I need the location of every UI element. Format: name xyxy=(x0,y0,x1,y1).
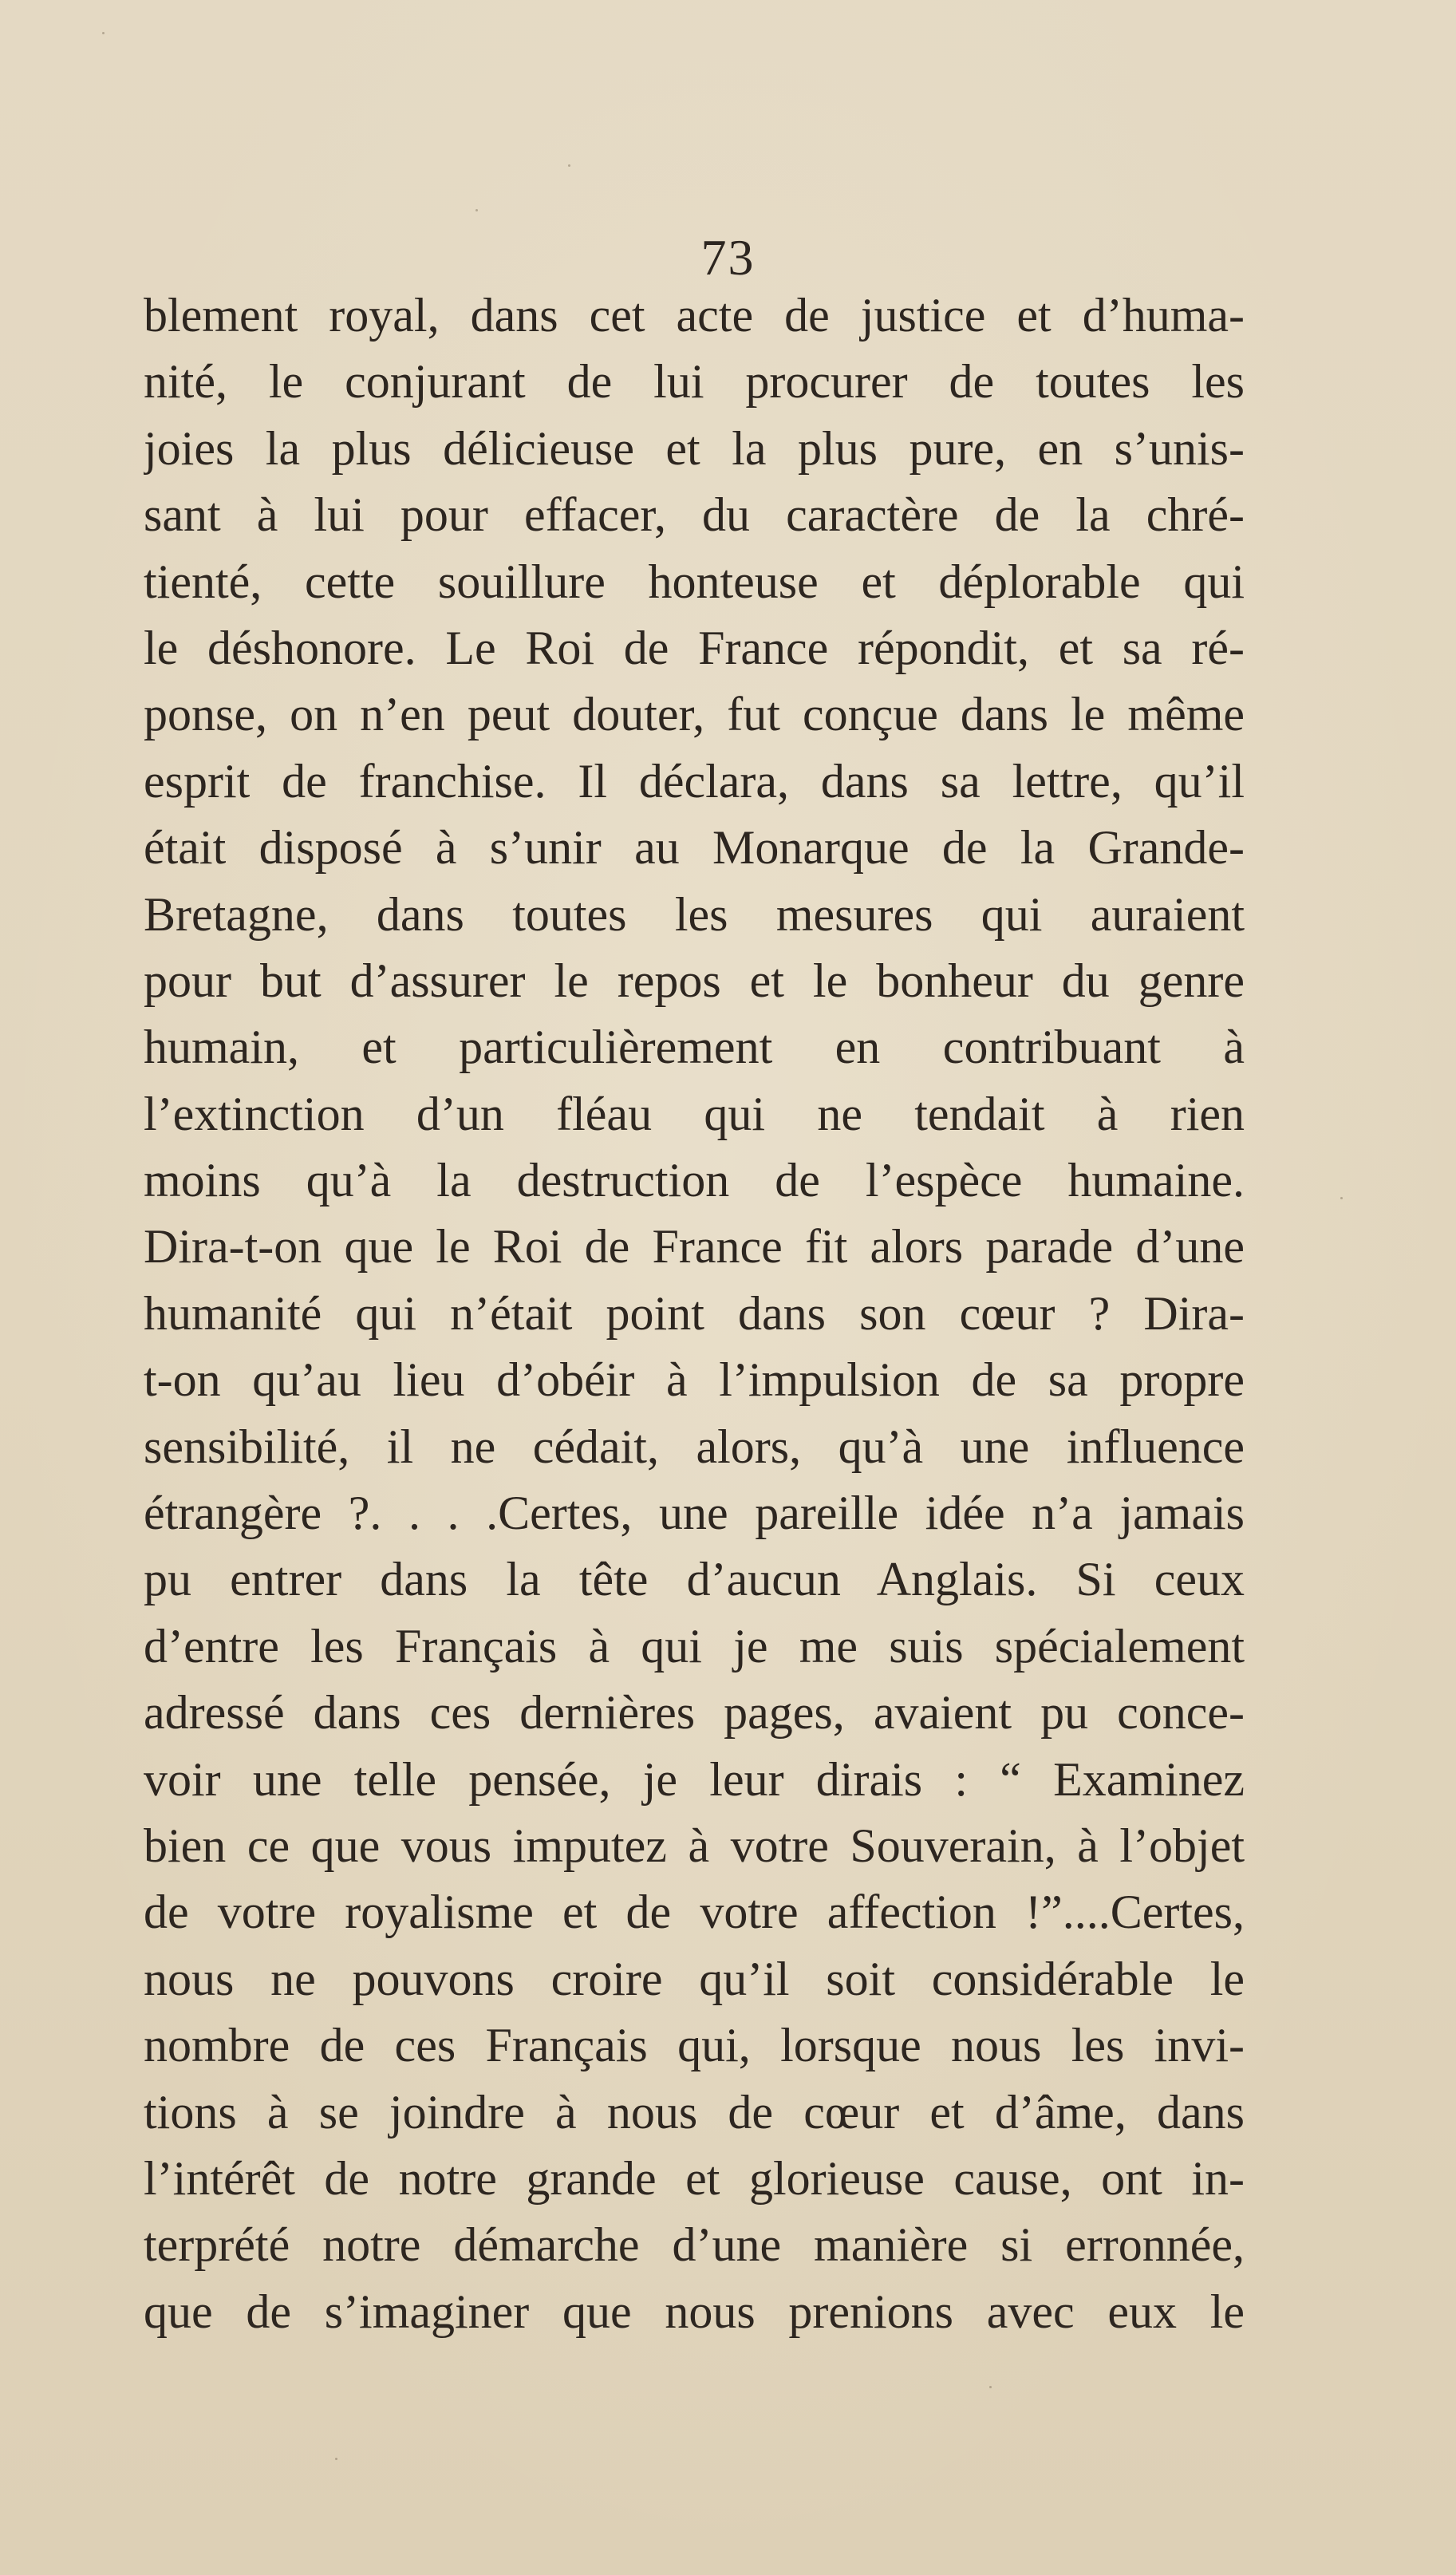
text-line: que de s’imaginer que nous prenions avec eux le xyxy=(144,2285,1245,2338)
text-line: ponse, on n’en peut douter, fut conçue dans le même xyxy=(144,688,1245,741)
text-line: était disposé à s’unir au Monarque de la Grande- xyxy=(144,821,1245,875)
text-line: l’extinction d’un fléau qui ne tendait à rien xyxy=(144,1087,1245,1140)
text-line: terprété notre démarche d’une manière si erronnée, xyxy=(144,2218,1245,2272)
text-line: nombre de ces Français qui, lorsque nous les invi- xyxy=(144,2019,1245,2072)
text-line: l’intérêt de notre grande et glorieuse cause, ont in- xyxy=(144,2151,1245,2205)
text-line: blement royal, dans cet acte de justice et d’huma- xyxy=(144,289,1245,342)
text-line: d’entre les Français à qui je me suis spécialement xyxy=(144,1619,1245,1673)
text-line: le déshonore. Le Roi de France répondit, et sa ré- xyxy=(144,621,1245,674)
text-line: sant à lui pour effacer, du caractère de la chré- xyxy=(144,488,1245,542)
text-line: tienté, cette souillure honteuse et déplorable qui xyxy=(144,555,1245,608)
text-line: Dira-t-on que le Roi de France fit alors parade d’une xyxy=(144,1220,1245,1274)
text-line: joies la plus délicieuse et la plus pure, en s’unis- xyxy=(144,421,1245,475)
text-line: adressé dans ces dernières pages, avaient pu conce- xyxy=(144,1686,1245,1740)
text-line: humain, et particulièrement en contribuant à xyxy=(144,1021,1245,1074)
text-line: t-on qu’au lieu d’obéir à l’impulsion de sa propre xyxy=(144,1353,1245,1407)
text-line: étrangère ?. . . .Certes, une pareille idée n’a jamais xyxy=(144,1487,1245,1540)
text-line: moins qu’à la destruction de l’espèce humaine. xyxy=(144,1154,1245,1207)
text-line: pu entrer dans la tête d’aucun Anglais. Si ceux xyxy=(144,1553,1245,1606)
text-line: sensibilité, il ne cédait, alors, qu’à une influence xyxy=(144,1420,1245,1473)
text-line: humanité qui n’était point dans son cœur ? Dira- xyxy=(144,1286,1245,1340)
text-line: tions à se joindre à nous de cœur et d’âme, dans xyxy=(144,2085,1245,2139)
text-line: Bretagne, dans toutes les mesures qui auraient xyxy=(144,887,1245,941)
text-line: nité, le conjurant de lui procurer de toutes les xyxy=(144,355,1245,409)
text-line: bien ce que vous imputez à votre Souverain, à l’objet xyxy=(144,1819,1245,1872)
text-line: voir une telle pensée, je leur dirais : “ Examinez xyxy=(144,1752,1245,1806)
text-line: nous ne pouvons croire qu’il soit considérable le xyxy=(144,1952,1245,2005)
page-number: 73 xyxy=(700,229,756,286)
text-line: pour but d’assurer le repos et le bonheur du genre xyxy=(144,954,1245,1007)
body-text xyxy=(144,282,1245,2345)
text-line: esprit de franchise. Il déclara, dans sa lettre, qu’il xyxy=(144,754,1245,808)
text-line: de votre royalisme et de votre affection !”....Certes, xyxy=(144,1886,1245,1939)
